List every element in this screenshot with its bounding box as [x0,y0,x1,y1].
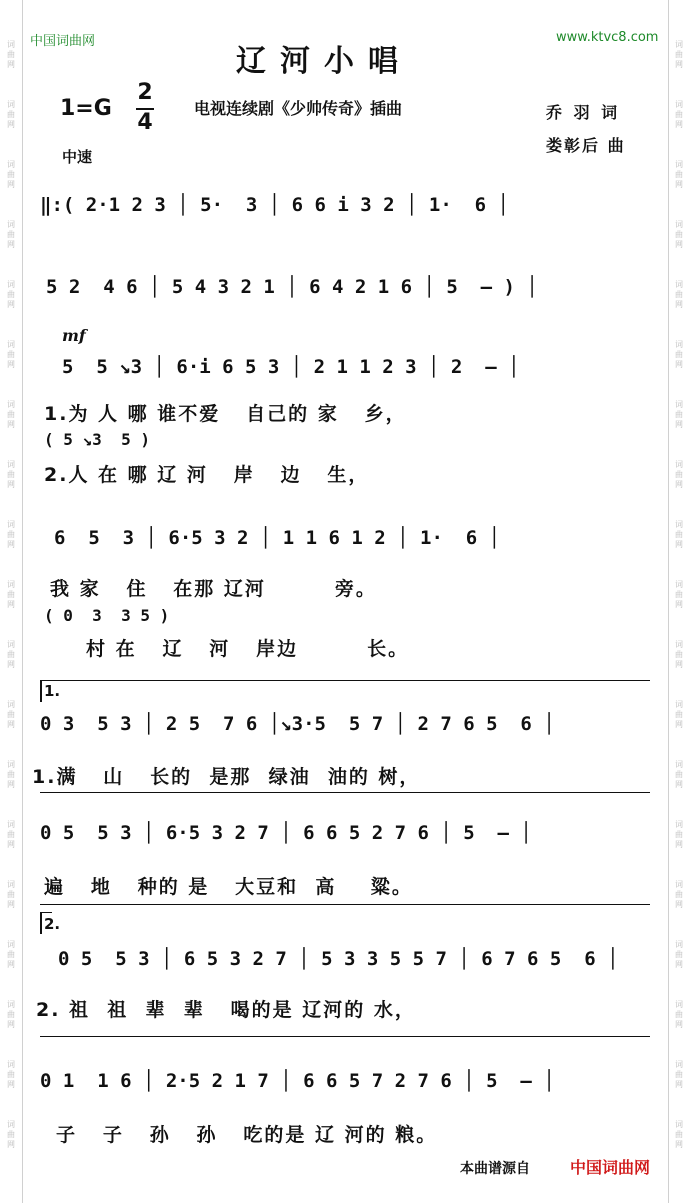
side-watermark-text: 词 曲 网 [7,520,15,549]
side-watermark-text: 词 曲 网 [675,580,683,609]
notation-system-5: 0 3 5 3 │ 2 5 7 6 │↘3·5 5 7 │ 2 7 6 5 6 │ [40,713,555,735]
side-watermark-text: 词 曲 网 [675,1000,683,1029]
system-divider-6 [40,904,650,905]
side-watermark-text: 词 曲 网 [675,400,683,429]
notation-system-4: 6 5 3 │ 6·5 3 2 │ 1 1 6 1 2 │ 1· 6 │ [54,527,501,549]
first-ending-label: 1. [44,682,61,700]
lyrics-system-3-verse-1: 1.为 人 哪 谁不爱 自己的 家 乡， [44,403,407,425]
side-watermark-text: 词 曲 网 [675,820,683,849]
second-ending-bracket-start [40,912,42,934]
notation-system-2: 5 2 4 6 │ 5 4 3 2 1 │ 6 4 2 1 6 │ 5 — ) │ [46,276,538,298]
side-watermark-text: 词 曲 网 [675,700,683,729]
side-watermark-text: 词 曲 网 [7,820,15,849]
lyrics-system-7: 2. 祖 祖 辈 辈 喝的是 辽河的 水， [36,999,416,1021]
side-watermark-text: 词 曲 网 [675,160,683,189]
lyrics-system-5: 1.满 山 长的 是那 绿油 油的 树， [32,766,421,788]
tempo-marking: 中速 [62,148,93,166]
lyrics-system-4-verse-1: 我 家 住 在那 辽河 旁。 [50,578,377,600]
side-watermark-text: 词 曲 网 [7,940,15,969]
system-divider-5 [40,792,650,793]
side-watermark-text: 词 曲 网 [7,640,15,669]
side-watermark-text: 词 曲 网 [675,880,683,909]
key-signature: 1=G [60,96,112,121]
side-watermark-text: 词 曲 网 [7,880,15,909]
side-watermark-text: 词 曲 网 [675,1060,683,1089]
side-watermark-text: 词 曲 网 [675,940,683,969]
side-watermark-text: 词 曲 网 [675,640,683,669]
time-signature-bottom: 4 [137,110,153,135]
side-watermark-text: 词 曲 网 [7,760,15,789]
lyrics-system-3-verse-2: 2.人 在 哪 辽 河 岸 边 生， [44,464,370,486]
notation-system-3: 5 5 ↘3 │ 6·i 6 5 3 │ 2 1 1 2 3 │ 2 — │ [62,356,520,378]
side-watermark-text: 词 曲 网 [675,760,683,789]
notation-system-8: 0 1 1 6 │ 2·5 2 1 7 │ 6 6 5 7 2 7 6 │ 5 — │ [40,1070,555,1092]
lyrics-system-8: 子 子 孙 孙 吃的是 辽 河的 粮。 [56,1124,438,1146]
footer-source-site[interactable]: 中国词曲网 [570,1158,651,1177]
side-watermark-text: 词 曲 网 [7,280,15,309]
alternate-notes-system-4: ( 0 3 3 5 ) [44,606,170,625]
side-watermark-text: 词 曲 网 [7,400,15,429]
side-watermark-text: 词 曲 网 [7,1000,15,1029]
notation-system-7: 0 5 5 3 │ 6 5 3 2 7 │ 5 3 3 5 5 7 │ 6 7 6 5 6 │ [58,948,619,970]
dynamic-mf: mf [62,326,86,345]
notation-system-1: ‖:( 2·1 2 3 │ 5· 3 │ 6 6 i 3 2 │ 1· 6 │ [40,194,509,216]
side-watermark-text: 词 曲 网 [7,580,15,609]
first-ending-bracket-start [40,680,42,702]
side-watermark-text: 词 曲 网 [675,220,683,249]
side-watermark-text: 词 曲 网 [7,460,15,489]
side-watermark-text: 词 曲 网 [675,340,683,369]
side-watermark-text: 词 曲 网 [675,1120,683,1149]
side-watermark-text: 词 曲 网 [7,700,15,729]
notation-system-6: 0 5 5 3 │ 6·5 3 2 7 │ 6 6 5 2 7 6 │ 5 — │ [40,822,532,844]
second-ending-label: 2. [44,915,61,933]
lyricist: 乔 羽 词 [546,103,621,122]
side-watermark-text: 词 曲 网 [7,1060,15,1089]
side-watermark-text: 词 曲 网 [7,160,15,189]
side-watermark-text: 词 曲 网 [675,100,683,129]
alternate-notes-system-3: ( 5 ↘3 5 ) [44,430,150,449]
side-watermark-text: 词 曲 网 [7,340,15,369]
site-url-right[interactable]: www.ktvc8.com [556,30,659,45]
composer: 娄彰后 曲 [546,136,626,155]
side-watermark-text: 词 曲 网 [675,40,683,69]
side-watermark-text: 词 曲 网 [7,1120,15,1149]
side-watermark-text: 词 曲 网 [7,40,15,69]
subtitle: 电视连续剧《少帅传奇》插曲 [194,99,403,118]
lyrics-system-6: 遍 地 种的 是 大豆和 高 粱。 [44,876,413,898]
side-watermark-text: 词 曲 网 [675,460,683,489]
side-watermark-text: 词 曲 网 [675,520,683,549]
first-ending-bracket [40,680,650,681]
side-watermark-text: 词 曲 网 [675,280,683,309]
lyrics-system-4-verse-2: 村 在 辽 河 岸边 长。 [86,638,410,660]
footer-source-label: 本曲谱源自 [460,1161,530,1177]
side-watermark-text: 词 曲 网 [7,220,15,249]
time-signature-top: 2 [137,80,153,105]
song-title: 辽河小唱 [236,44,412,79]
side-watermark-text: 词 曲 网 [7,100,15,129]
second-ending-bracket [40,912,52,913]
site-name-left[interactable]: 中国词曲网 [30,34,96,49]
system-divider-7 [40,1036,650,1037]
